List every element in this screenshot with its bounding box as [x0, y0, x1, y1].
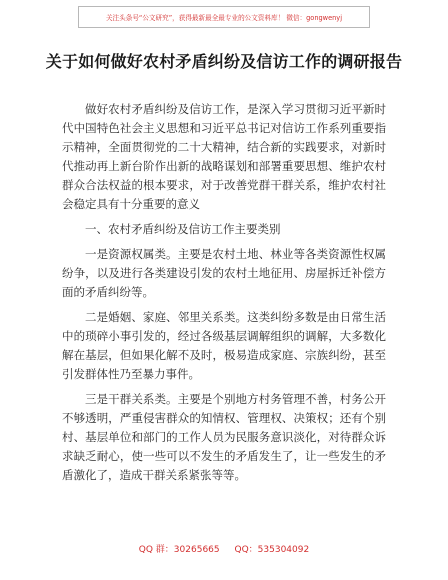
paragraph-cadre-relations: 三是干群关系类。主要是个别地方村务管理不善，村务公开不够透明，严重侵害群众的知情权、管理权、决策权；还有个别村、基层单位和部门的工作人员为民服务意识淡化，对待群众诉求缺乏耐心，使一些可以不发生的矛盾发生了，让一些发生的矛盾激化了，造成干群关系紧张等等。 [62, 392, 386, 482]
footer-qq: QQ：535304092 [234, 545, 310, 555]
paragraph-resource-disputes: 一是资源权属类。主要是农村土地、林业等各类资源性权属纷争，以及进行各类建设引发的农村土地征用、房屋拆迁补偿方面的矛盾纠纷等。 [62, 247, 386, 299]
section-heading: 一、农村矛盾纠纷及信访工作主要类别 [85, 222, 281, 236]
document-title: 关于如何做好农村矛盾纠纷及信访工作的调研报告 [45, 52, 403, 71]
footer-contact [0, 542, 448, 555]
intro-paragraph: 做好农村矛盾纠纷及信访工作，是深入学习贯彻习近平新时代中国特色社会主义思想和习近平总书记对信访工作系列重要指示精神，全面贯彻党的二十大精神，结合新的实践要求，对新时代推动再上新台阶作出新的战略谋划和部署重要思想、维护农村群众合法权益的根本要求，对于改善党群干群关系，维护农村社会稳定具有十分重要的意义 [62, 102, 386, 211]
header-banner [78, 6, 370, 28]
footer-qq-group: QQ 群：30265665 [138, 545, 220, 555]
paragraph-family-disputes: 二是婚姻、家庭、邻里关系类。这类纠纷多数是由日常生活中的琐碎小事引发的，经过各级基层调解组织的调解，大多数化解在基层，但如果化解不及时，极易造成家庭、宗族纠纷，甚至引发群体性乃至暴力事件。 [62, 310, 386, 381]
banner-text: 关注头条号“公文研究”，获得最新最全最专业的公文资料库！ 微信：gongwenyj [105, 14, 343, 22]
document-body [62, 100, 386, 491]
